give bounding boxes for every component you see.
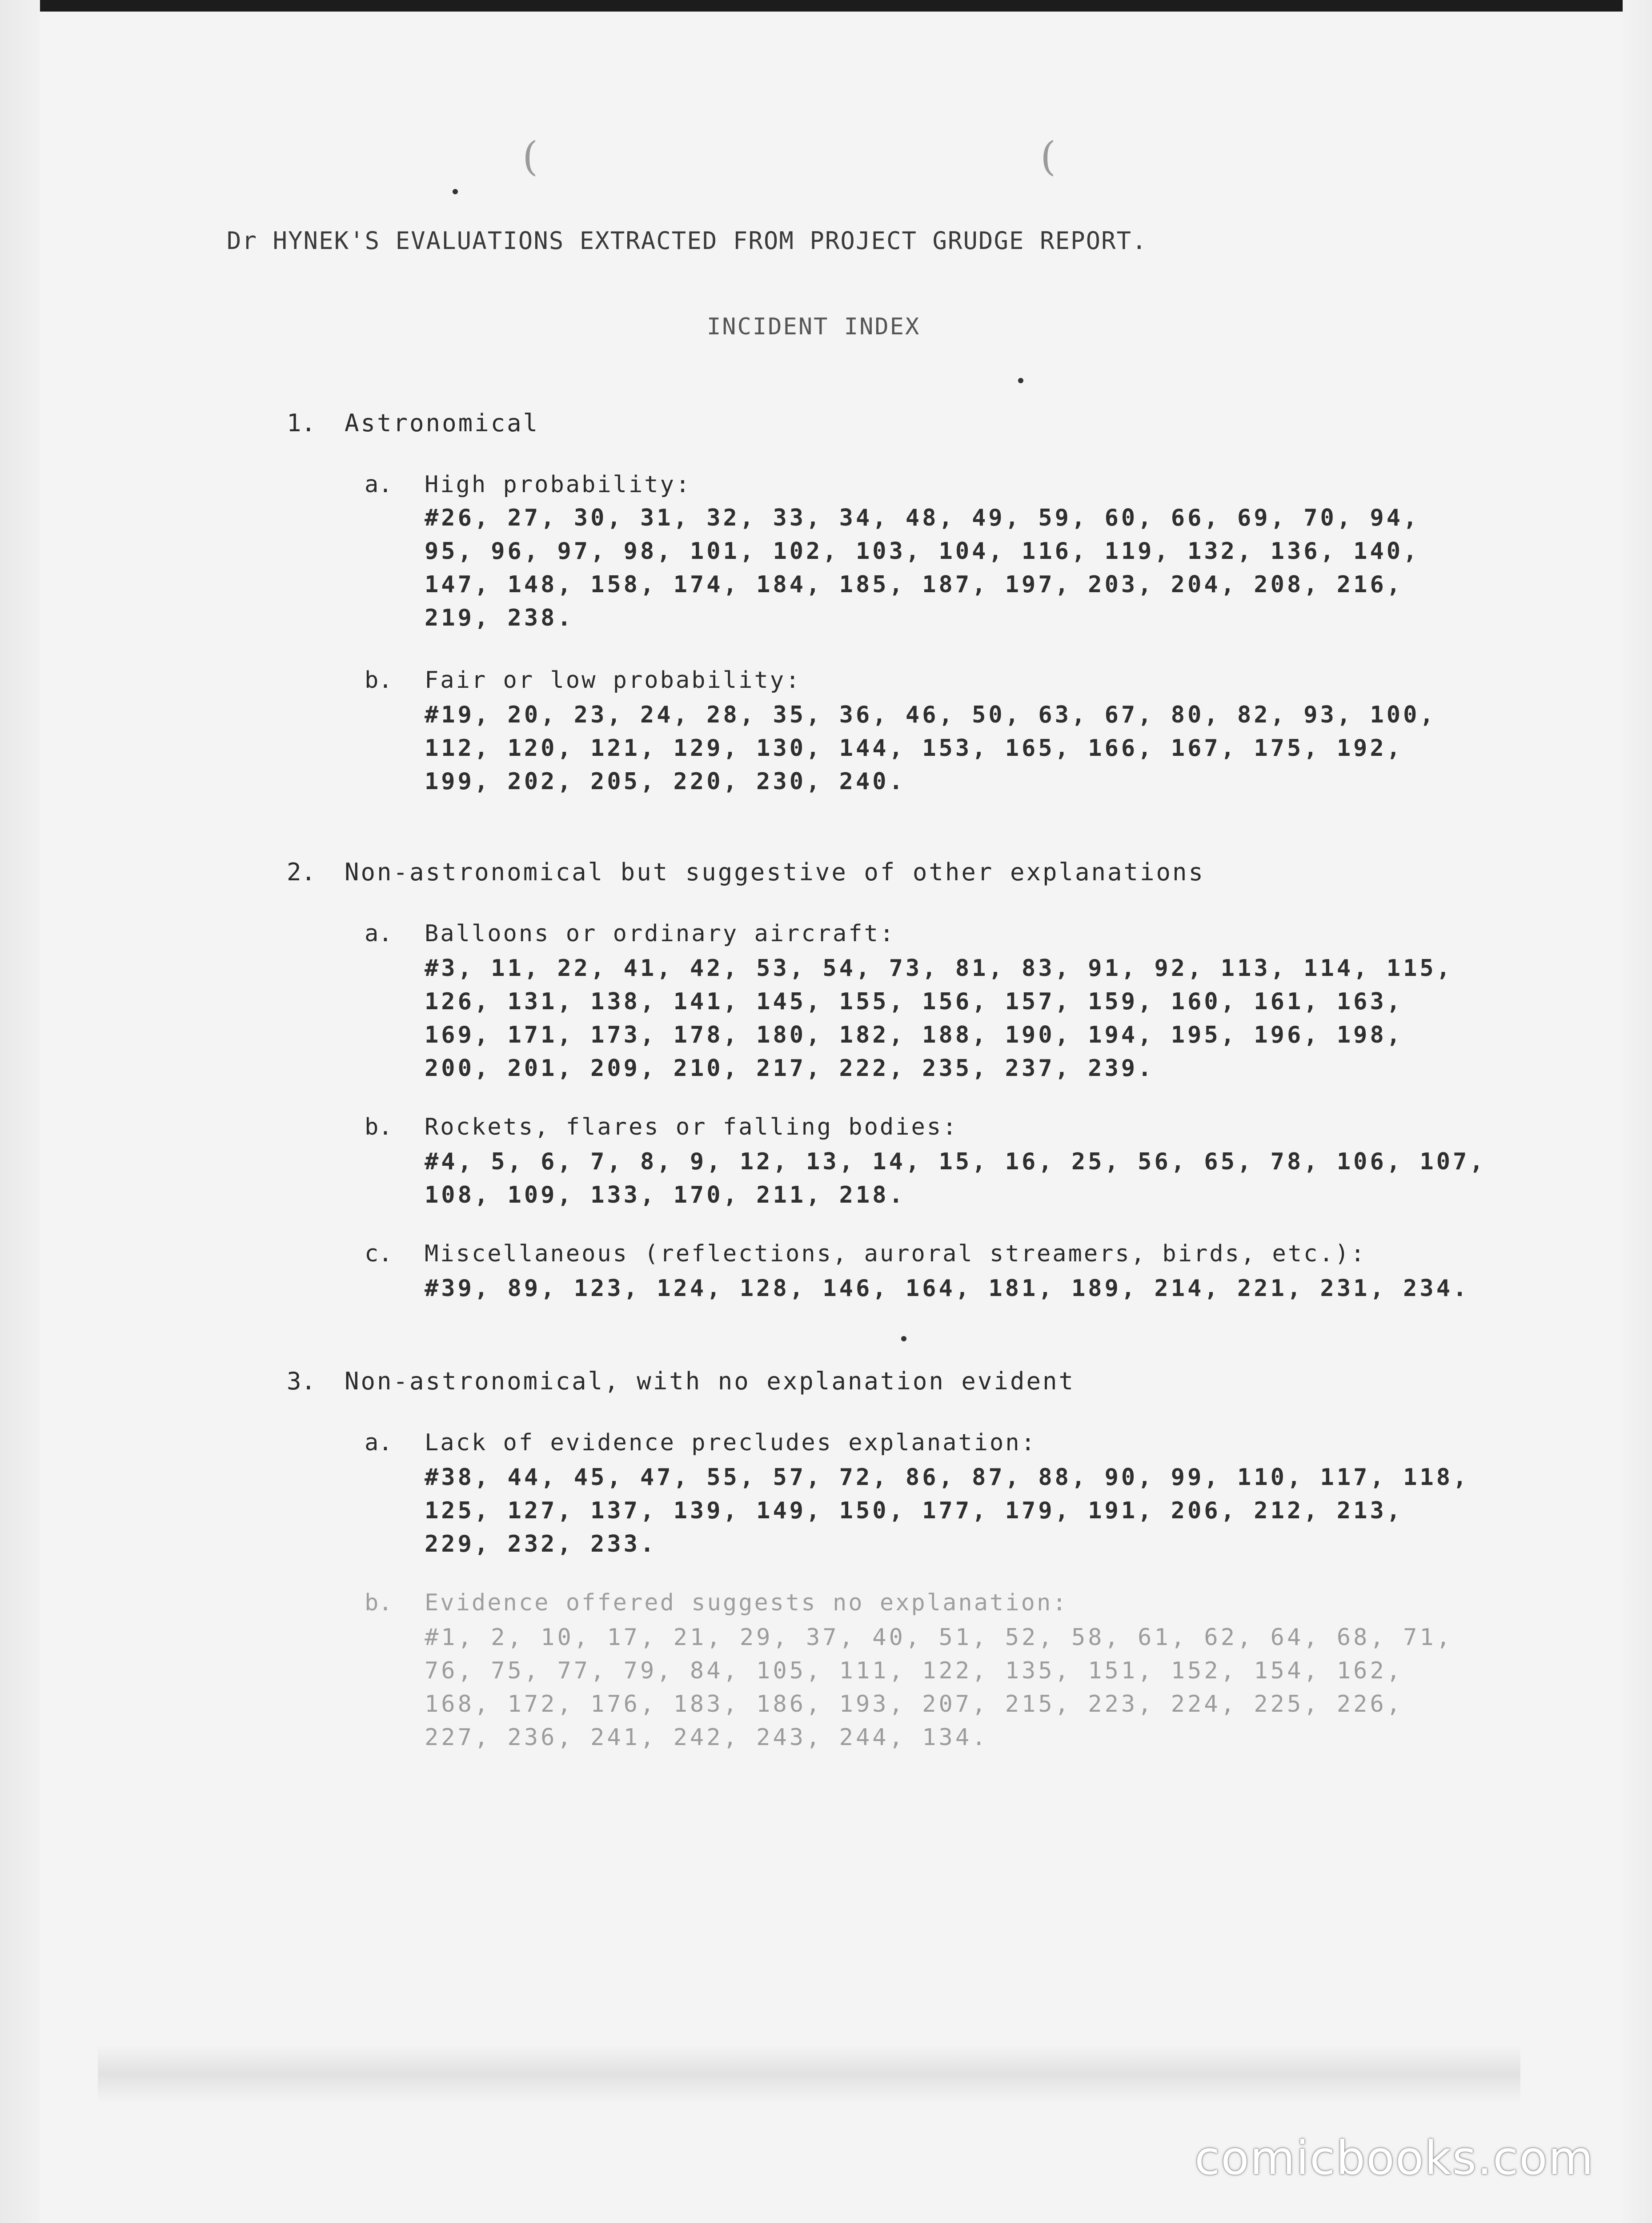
subsection-title: Balloons or ordinary aircraft:: [425, 920, 896, 947]
subsection-title: Lack of evidence precludes explanation:: [425, 1429, 1037, 1456]
section-title: Non-astronomical, with no explanation evident: [345, 1367, 1075, 1395]
subsection-letter: a.: [365, 1429, 393, 1456]
incident-number-line: #4, 5, 6, 7, 8, 9, 12, 13, 14, 15, 16, 25, 56, 65, 78, 106, 107,: [425, 1148, 1486, 1175]
incident-number-line: #39, 89, 123, 124, 128, 146, 164, 181, 189, 214, 221, 231, 234.: [425, 1275, 1470, 1302]
subsection-title: Evidence offered suggests no explanation:: [425, 1589, 1068, 1616]
stray-dot: [901, 1336, 906, 1341]
subsection-rockets-flares: [365, 1114, 958, 1140]
section-title: Astronomical: [345, 409, 540, 437]
incident-number-line: 200, 201, 209, 210, 217, 222, 235, 237, 239.: [425, 1055, 1155, 1082]
subsection-fair-low-probability: [365, 667, 801, 694]
subsection-letter: a.: [365, 471, 393, 498]
incident-number-line: 169, 171, 173, 178, 180, 182, 188, 190, 194, 195, 196, 198,: [425, 1022, 1403, 1048]
incident-number-line: 229, 232, 233.: [425, 1531, 657, 1557]
subsection-title: Fair or low probability:: [425, 667, 802, 694]
subsection-title: High probability:: [425, 471, 692, 498]
subsection-letter: b.: [365, 1114, 393, 1140]
incident-number-line: 147, 148, 158, 174, 184, 185, 187, 197, 203, 204, 208, 216,: [425, 571, 1403, 598]
subsection-letter: b.: [365, 667, 393, 694]
stray-dot: [1018, 378, 1023, 383]
incident-number-line: #26, 27, 30, 31, 32, 33, 34, 48, 49, 59, 60, 66, 69, 70, 94,: [425, 505, 1420, 531]
incident-number-line: 126, 131, 138, 141, 145, 155, 156, 157, 159, 160, 161, 163,: [425, 988, 1403, 1015]
document-title: Dr HYNEK'S EVALUATIONS EXTRACTED FROM PROJECT GRUDGE REPORT.: [227, 227, 1147, 255]
incident-number-line: 168, 172, 176, 183, 186, 193, 207, 215, 223, 224, 225, 226,: [425, 1691, 1403, 1717]
incident-number-line: 76, 75, 77, 79, 84, 105, 111, 122, 135, 151, 152, 154, 162,: [425, 1657, 1403, 1684]
section-title: Non-astronomical but suggestive of other explanations: [345, 858, 1205, 886]
incident-number-line: 125, 127, 137, 139, 149, 150, 177, 179, 191, 206, 212, 213,: [425, 1497, 1403, 1524]
incident-number-line: 95, 96, 97, 98, 101, 102, 103, 104, 116, 119, 132, 136, 140,: [425, 538, 1420, 565]
index-heading: INCIDENT INDEX: [707, 313, 921, 340]
punch-mark-right: (: [1040, 133, 1056, 180]
incident-number-line: #19, 20, 23, 24, 28, 35, 36, 46, 50, 63, 67, 80, 82, 93, 100,: [425, 702, 1436, 728]
incident-number-line: 112, 120, 121, 129, 130, 144, 153, 165, 166, 167, 175, 192,: [425, 735, 1403, 762]
section-number: 2.: [287, 858, 316, 886]
incident-number-line: 227, 236, 241, 242, 243, 244, 134.: [425, 1724, 989, 1751]
subsection-high-probability: [365, 471, 691, 498]
incident-number-line: 219, 238.: [425, 605, 574, 631]
subsection-letter: c.: [365, 1240, 393, 1267]
subsection-miscellaneous: [365, 1240, 1366, 1267]
section-number: 3.: [287, 1367, 316, 1395]
punch-mark-left: (: [522, 133, 538, 180]
section-non-astronomical-no-explanation: [287, 1367, 1075, 1395]
scanner-edge-left: [0, 0, 40, 2223]
incident-number-line: #38, 44, 45, 47, 55, 57, 72, 86, 87, 88, 90, 99, 110, 117, 118,: [425, 1464, 1470, 1491]
incident-number-line: #1, 2, 10, 17, 21, 29, 37, 40, 51, 52, 58, 61, 62, 64, 68, 71,: [425, 1624, 1453, 1651]
incident-number-line: 108, 109, 133, 170, 211, 218.: [425, 1182, 906, 1208]
subsection-title: Rockets, flares or falling bodies:: [425, 1114, 958, 1140]
watermark: comicbooks.com: [1194, 2131, 1594, 2185]
incident-number-line: #3, 11, 22, 41, 42, 53, 54, 73, 81, 83, 91, 92, 113, 114, 115,: [425, 955, 1453, 982]
stray-dot: [453, 189, 458, 194]
subsection-balloons-aircraft: [365, 920, 895, 947]
incident-number-line: 199, 202, 205, 220, 230, 240.: [425, 768, 906, 795]
subsection-lack-of-evidence: [365, 1429, 1037, 1456]
scanner-edge-right: [1621, 0, 1652, 2223]
section-non-astronomical-suggestive: [287, 858, 1205, 886]
subsection-letter: b.: [365, 1589, 393, 1616]
subsection-evidence-no-explanation: [365, 1589, 1068, 1616]
scan-smudge: [98, 2045, 1520, 2103]
section-astronomical: [287, 409, 539, 437]
section-number: 1.: [287, 409, 316, 437]
subsection-letter: a.: [365, 920, 393, 947]
subsection-title: Miscellaneous (reflections, auroral streamers, birds, etc.):: [425, 1240, 1367, 1267]
